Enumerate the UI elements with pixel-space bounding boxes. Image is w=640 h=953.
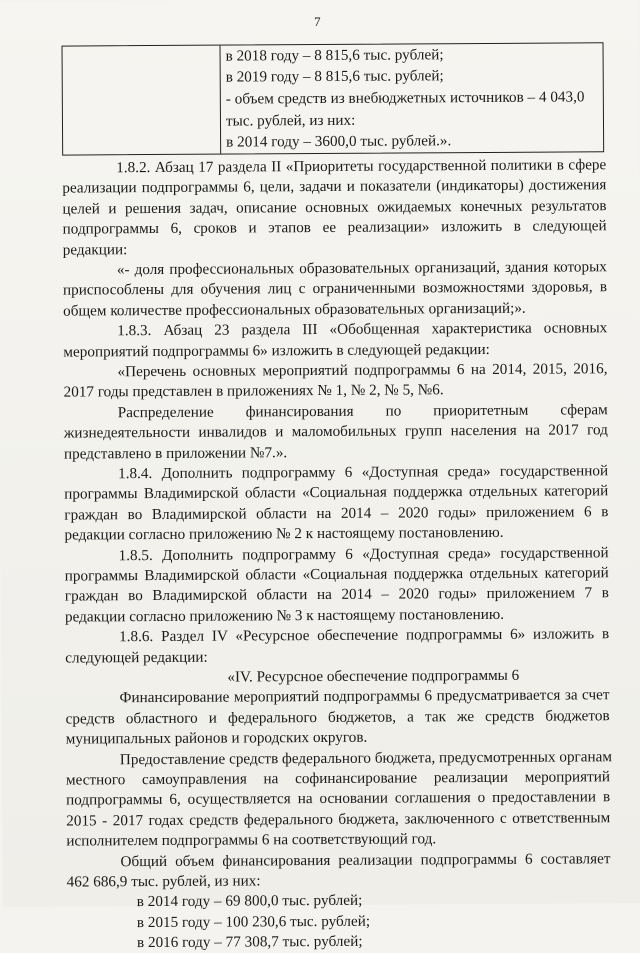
text-line: Общий объем финансирования реализации подпрограммы 6 составляет: [120, 849, 611, 870]
text-line: программы Владимирской области «Социальная поддержка отдельных категорий: [64, 564, 609, 585]
funding-line: 462 686,9 тыс. рублей, из них:: [66, 872, 261, 891]
funding-line: в 2014 году – 69 800,0 тыс. рублей;: [136, 892, 363, 911]
text-line: приспособлены для обучения лиц с ограниченными возможностями здоровья, в: [62, 278, 608, 299]
text-line: жизнедеятельности инвалидов и маломобильных групп населения на 2017 год: [63, 421, 608, 442]
text-line: редакции согласно приложению № 3 к настоящему постановлению.: [64, 605, 505, 626]
text-line: 1.8.5. Дополнить подпрограмму 6 «Доступная среда» государственной: [118, 543, 609, 564]
table-line: - объем средств из внебюджетных источников – 4 043,0: [225, 88, 585, 108]
text-line: общем количестве профессиональных образовательных организаций;».: [63, 299, 526, 320]
text-line: Распределение финансирования по приоритетным сферам: [117, 401, 608, 422]
funding-table: [62, 42, 605, 155]
text-line: представлено в приложении №7.».: [63, 443, 288, 463]
text-line: 1.8.3. Абзац 23 раздела III «Обобщенная характеристика основных: [117, 319, 608, 340]
funding-line: в 2015 году – 100 230,6 тыс. рублей;: [136, 912, 371, 931]
page-number: 7: [314, 13, 321, 30]
text-line: Финансирование мероприятий подпрограммы 6 предусматривается за счет: [119, 686, 610, 707]
text-line: «- доля профессиональных образовательных организаций, здания которых: [116, 258, 607, 279]
text-line: 2017 годы представлен в приложениях № 1, № 2, № 5, №6.: [63, 381, 444, 401]
text-line: подпрограммы 6, сроков и этапов ее реализации» изложить в следующей: [62, 217, 607, 238]
text-line: 1.8.6. Раздел IV «Ресурсное обеспечение подпрограммы 6» изложить в: [119, 625, 610, 646]
table-line: в 2014 году – 3600,0 тыс. рублей.».: [226, 132, 452, 151]
text-line: программы Владимирской области «Социальная поддержка отдельных категорий: [64, 482, 609, 503]
text-line: 2015 - 2017 годах средств федерального бюджета, заключенного с ответственным: [66, 809, 611, 830]
table-cell-right: [220, 43, 604, 153]
funding-line: в 2016 году – 77 308,7 тыс. рублей;: [136, 932, 363, 952]
text-line: «Перечень основных мероприятий подпрограммы 6 на 2014, 2015, 2016,: [117, 360, 608, 381]
text-line: реализации подпрограммы 6, цели, задачи и показатели (индикаторы) достижения: [62, 176, 607, 197]
text-line: редакции согласно приложению № 2 к настоящему постановлению.: [64, 524, 504, 544]
text-line: граждан во Владимирской области на 2014 – 2020 годы» приложением 6 в: [64, 503, 609, 524]
text-line: 1.8.2. Абзац 17 раздела II «Приоритеты государственной политики в сфере: [116, 156, 607, 177]
text-line: средств областного и федерального бюджетов, а так же средств бюджетов: [65, 707, 610, 728]
text-line: исполнителем подпрограммы 6 на соответствующий год.: [66, 830, 437, 850]
table-line: в 2019 году – 8 815,6 тыс. рублей;: [225, 67, 444, 86]
table-line: в 2018 году – 8 815,6 тыс. рублей;: [225, 46, 444, 65]
text-line: мероприятий подпрограммы 6» изложить в следующей редакции:: [63, 340, 490, 361]
text-line: целей и решения задач, описание основных ожидаемых конечных результатов: [62, 197, 607, 218]
table-line: тыс. рублей, из них:: [225, 111, 356, 130]
text-line: граждан во Владимирской области на 2014 – 2020 годы» приложением 7 в: [64, 584, 609, 605]
text-line: Предоставление средств федерального бюджета, предусмотренных органам: [119, 747, 613, 768]
table-cell-left: [63, 46, 221, 155]
text-line: муниципальных районов и городских округов.: [65, 728, 368, 748]
text-line: подпрограммы 6, осуществляется на основании соглашения о предоставлении в: [66, 788, 611, 809]
text-line: 1.8.4. Дополнить подпрограмму 6 «Доступная среда» государственной: [118, 462, 609, 483]
section-heading: «IV. Ресурсное обеспечение подпрограммы 6: [227, 666, 520, 686]
text-line: местного самоуправления на софинансирование реализации мероприятий: [65, 768, 611, 789]
text-line: следующей редакции:: [65, 648, 208, 667]
text-line: редакции:: [62, 240, 128, 259]
